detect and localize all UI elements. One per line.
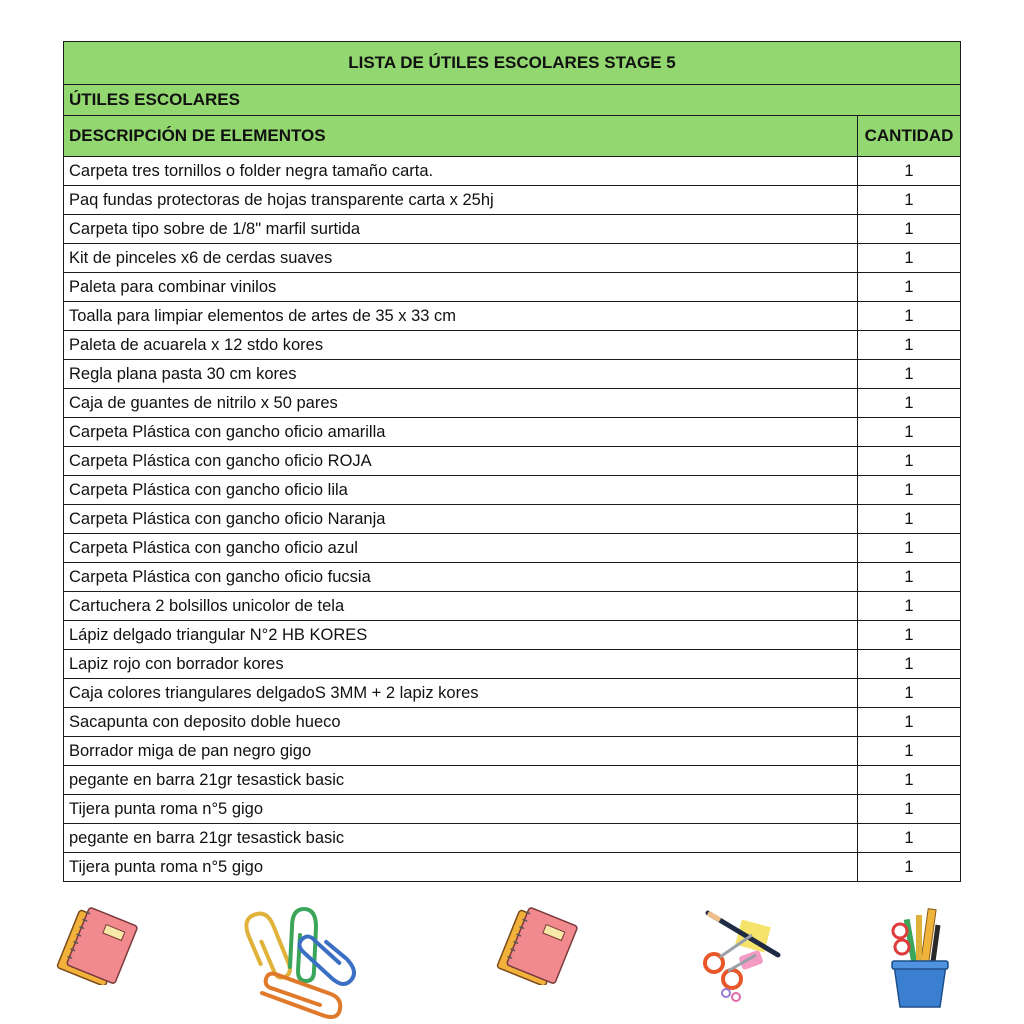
table-row: [64, 418, 961, 447]
item-description: Borrador miga de pan negro gigo: [64, 737, 858, 766]
table-row: [64, 708, 961, 737]
table-row: [64, 679, 961, 708]
table-row: [64, 389, 961, 418]
table-row: [64, 534, 961, 563]
item-quantity: 1: [858, 534, 961, 563]
item-description: Carpeta tipo sobre de 1/8" marfil surtida: [64, 215, 858, 244]
item-description: Lápiz delgado triangular N°2 HB KORES: [64, 621, 858, 650]
decorations: [0, 905, 1024, 1020]
item-quantity: 1: [858, 447, 961, 476]
item-description: Carpeta Plástica con gancho oficio azul: [64, 534, 858, 563]
item-quantity: 1: [858, 186, 961, 215]
table-row: [64, 476, 961, 505]
notebooks-icon: [48, 905, 148, 985]
table-row: [64, 273, 961, 302]
item-description: Tijera punta roma n°5 gigo: [64, 853, 858, 882]
quantity-header: CANTIDAD: [858, 116, 961, 157]
item-quantity: 1: [858, 331, 961, 360]
item-description: Carpeta Plástica con gancho oficio amarilla: [64, 418, 858, 447]
table-row: [64, 360, 961, 389]
item-quantity: 1: [858, 302, 961, 331]
item-quantity: 1: [858, 389, 961, 418]
item-description: pegante en barra 21gr tesastick basic: [64, 824, 858, 853]
item-description: Caja colores triangulares delgadoS 3MM + 2 lapiz kores: [64, 679, 858, 708]
item-quantity: 1: [858, 360, 961, 389]
item-quantity: 1: [858, 563, 961, 592]
description-header: DESCRIPCIÓN DE ELEMENTOS: [64, 116, 858, 157]
pencil-cup-icon: [880, 905, 960, 1010]
item-quantity: 1: [858, 592, 961, 621]
section-title: ÚTILES ESCOLARES: [64, 85, 961, 116]
item-description: Tijera punta roma n°5 gigo: [64, 795, 858, 824]
item-quantity: 1: [858, 273, 961, 302]
item-quantity: 1: [858, 766, 961, 795]
item-quantity: 1: [858, 679, 961, 708]
table-row: [64, 186, 961, 215]
item-quantity: 1: [858, 505, 961, 534]
list-title: LISTA DE ÚTILES ESCOLARES STAGE 5: [64, 42, 961, 85]
item-description: Sacapunta con deposito doble hueco: [64, 708, 858, 737]
item-quantity: 1: [858, 708, 961, 737]
table-row: [64, 302, 961, 331]
item-description: Paleta de acuarela x 12 stdo kores: [64, 331, 858, 360]
table-row: [64, 853, 961, 882]
item-quantity: 1: [858, 853, 961, 882]
table-row: [64, 563, 961, 592]
item-description: Cartuchera 2 bolsillos unicolor de tela: [64, 592, 858, 621]
item-quantity: 1: [858, 621, 961, 650]
table-row: [64, 331, 961, 360]
section-row: [64, 85, 961, 116]
title-row: [64, 42, 961, 85]
table-row: [64, 795, 961, 824]
table-row: [64, 157, 961, 186]
item-description: Carpeta Plástica con gancho oficio ROJA: [64, 447, 858, 476]
item-quantity: 1: [858, 737, 961, 766]
item-description: Caja de guantes de nitrilo x 50 pares: [64, 389, 858, 418]
supplies-table: [63, 41, 961, 882]
header-row: [64, 116, 961, 157]
item-description: Lapiz rojo con borrador kores: [64, 650, 858, 679]
item-description: Paq fundas protectoras de hojas transparente carta x 25hj: [64, 186, 858, 215]
item-description: Toalla para limpiar elementos de artes de 35 x 33 cm: [64, 302, 858, 331]
item-quantity: 1: [858, 244, 961, 273]
item-quantity: 1: [858, 795, 961, 824]
table-row: [64, 766, 961, 795]
item-quantity: 1: [858, 650, 961, 679]
item-quantity: 1: [858, 418, 961, 447]
item-quantity: 1: [858, 824, 961, 853]
supplies-table-body: [64, 42, 961, 882]
item-description: Carpeta Plástica con gancho oficio Naranja: [64, 505, 858, 534]
item-quantity: 1: [858, 476, 961, 505]
table-row: [64, 505, 961, 534]
notebooks-icon: [488, 905, 588, 985]
table-row: [64, 737, 961, 766]
item-description: Carpeta Plástica con gancho oficio fucsia: [64, 563, 858, 592]
item-description: Paleta para combinar vinilos: [64, 273, 858, 302]
table-row: [64, 621, 961, 650]
item-description: pegante en barra 21gr tesastick basic: [64, 766, 858, 795]
table-row: [64, 447, 961, 476]
scissors-pencil-icon: [690, 905, 790, 1005]
item-description: Kit de pinceles x6 de cerdas suaves: [64, 244, 858, 273]
item-quantity: 1: [858, 157, 961, 186]
paper-clips-icon: [242, 905, 377, 1020]
item-description: Regla plana pasta 30 cm kores: [64, 360, 858, 389]
table-row: [64, 824, 961, 853]
table-row: [64, 244, 961, 273]
item-quantity: 1: [858, 215, 961, 244]
table-row: [64, 215, 961, 244]
item-description: Carpeta tres tornillos o folder negra tamaño carta.: [64, 157, 858, 186]
table-row: [64, 592, 961, 621]
table-row: [64, 650, 961, 679]
item-description: Carpeta Plástica con gancho oficio lila: [64, 476, 858, 505]
